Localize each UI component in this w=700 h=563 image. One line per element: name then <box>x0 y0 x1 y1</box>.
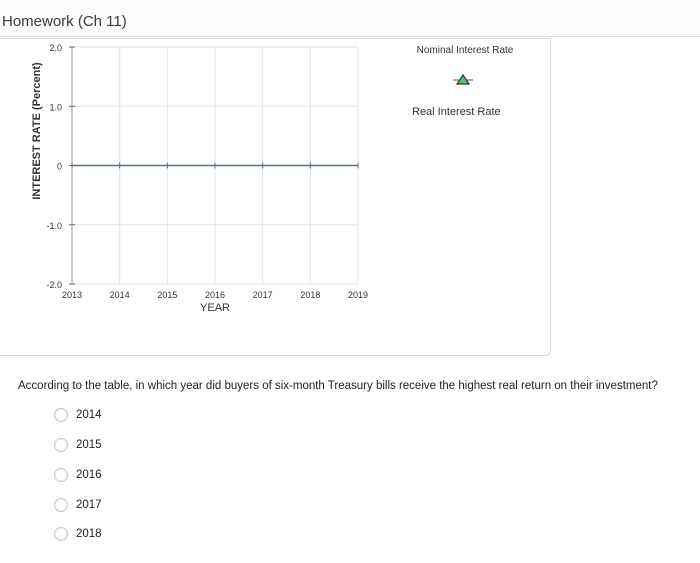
legend-marker-layer <box>453 75 473 84</box>
x-tick-label: 2015 <box>157 290 178 300</box>
y-axis-title: INTEREST RATE (Percent) <box>31 62 43 200</box>
y-tick-label: -2.0 <box>46 280 62 290</box>
y-tick-label: 2.0 <box>49 43 62 53</box>
option-2017[interactable] <box>54 496 102 514</box>
radio-button[interactable] <box>54 438 68 452</box>
x-tick-label: 2014 <box>109 290 130 300</box>
option-2014[interactable] <box>54 406 102 424</box>
axis-ticks <box>46 43 368 314</box>
option-label: 2017 <box>76 499 102 511</box>
option-2018[interactable] <box>54 525 102 543</box>
legend-nominal-interest-rate: Nominal Interest Rate <box>416 45 514 54</box>
x-axis-title: YEAR <box>200 302 230 314</box>
radio-button[interactable] <box>54 468 68 482</box>
x-tick-label: 2016 <box>204 290 226 300</box>
x-tick-label: 2019 <box>347 290 369 300</box>
option-label: 2015 <box>76 439 102 451</box>
legend-real-interest-rate: Real Interest Rate <box>412 106 501 118</box>
option-label: 2018 <box>76 528 102 540</box>
radio-button[interactable] <box>54 498 68 512</box>
question-text: According to the table, in which year did buyers of six-month Treasury bills receive the highest real return on their investment? <box>18 380 658 392</box>
series-layer <box>72 163 358 169</box>
option-label: 2014 <box>76 409 102 421</box>
x-tick-label: 2013 <box>61 290 83 300</box>
radio-button[interactable] <box>54 408 68 422</box>
y-tick-label: 1.0 <box>49 102 62 113</box>
y-tick-label: -1.0 <box>46 220 62 231</box>
x-tick-label: 2017 <box>252 290 273 300</box>
page-title: Homework (Ch 11) <box>2 13 127 30</box>
x-tick-label: 2018 <box>300 290 321 300</box>
option-2015[interactable] <box>54 436 102 454</box>
radio-button[interactable] <box>54 527 68 541</box>
option-label: 2016 <box>76 469 102 481</box>
y-tick-label: 0 <box>56 161 62 172</box>
option-2016[interactable] <box>54 466 102 484</box>
